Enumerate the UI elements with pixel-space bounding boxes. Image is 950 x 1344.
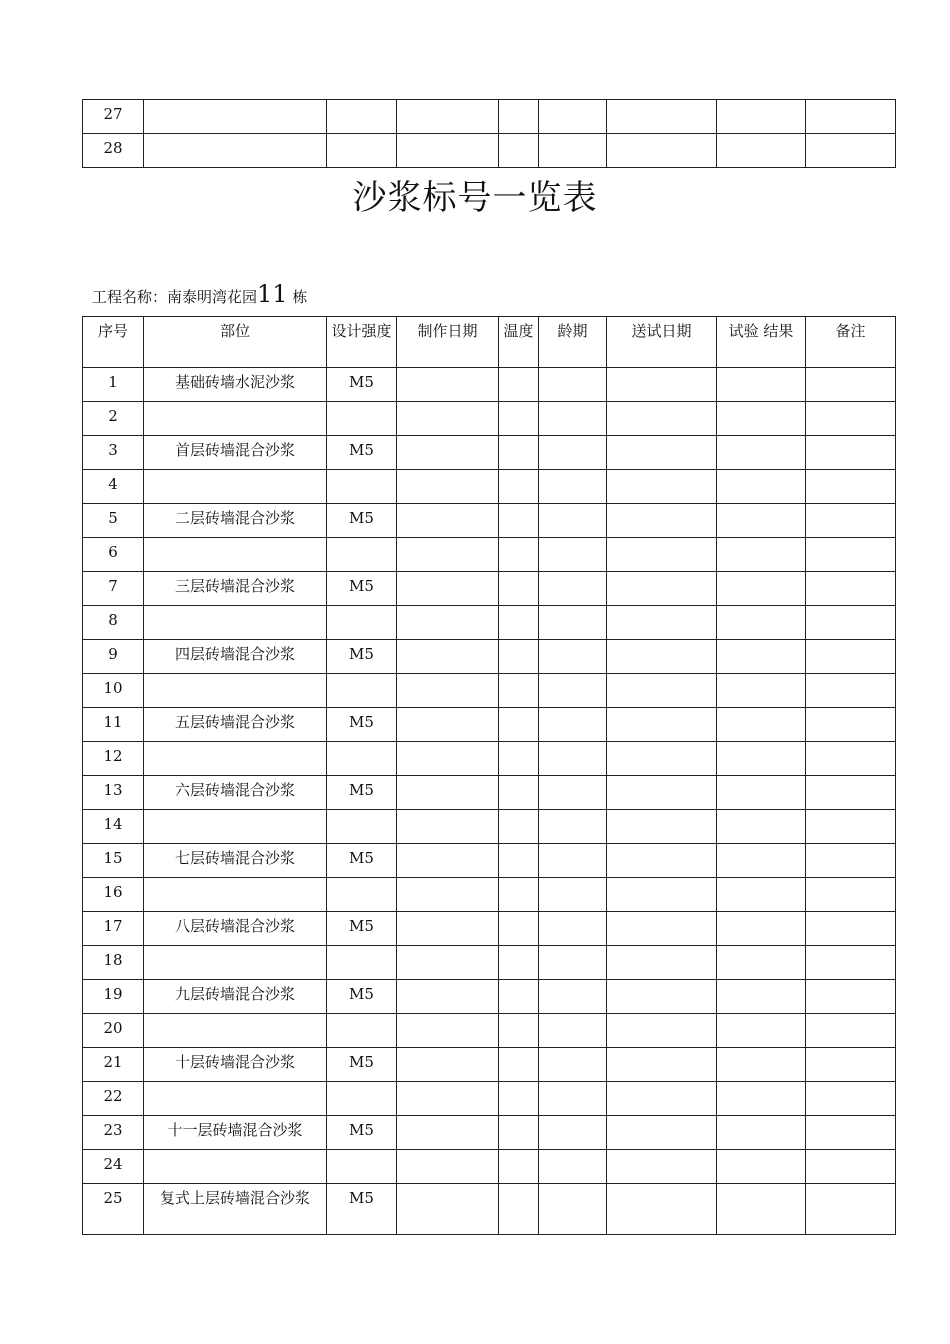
table-row — [83, 1082, 896, 1116]
row-design-strength: M5 — [327, 640, 397, 674]
empty-cell — [144, 134, 327, 168]
empty-cell — [397, 572, 499, 606]
row-design-strength — [327, 470, 397, 504]
row-part: 九层砖墙混合沙浆 — [144, 980, 327, 1014]
table-row — [83, 1048, 896, 1082]
empty-cell — [539, 946, 607, 980]
row-part — [144, 1150, 327, 1184]
row-number: 14 — [83, 810, 144, 844]
empty-cell — [499, 1082, 539, 1116]
empty-cell — [397, 844, 499, 878]
page-title: 沙浆标号一览表 — [352, 178, 598, 218]
table-row — [83, 504, 896, 538]
row-part: 二层砖墙混合沙浆 — [144, 504, 327, 538]
empty-cell — [539, 810, 607, 844]
row-design-strength — [327, 946, 397, 980]
empty-cell — [806, 1150, 896, 1184]
empty-cell — [397, 436, 499, 470]
row-number: 19 — [83, 980, 144, 1014]
empty-cell — [539, 980, 607, 1014]
table-row — [83, 436, 896, 470]
empty-cell — [806, 1014, 896, 1048]
table-row — [83, 1150, 896, 1184]
table-row — [83, 674, 896, 708]
row-part — [144, 470, 327, 504]
empty-cell — [717, 878, 806, 912]
row-number: 7 — [83, 572, 144, 606]
row-part — [144, 674, 327, 708]
table-row — [83, 606, 896, 640]
building-number: 11 — [257, 280, 288, 308]
row-design-strength: M5 — [327, 708, 397, 742]
table-row — [83, 810, 896, 844]
empty-cell — [397, 810, 499, 844]
row-design-strength — [327, 402, 397, 436]
row-part: 三层砖墙混合沙浆 — [144, 572, 327, 606]
empty-cell — [499, 912, 539, 946]
row-number: 23 — [83, 1116, 144, 1150]
empty-cell — [539, 878, 607, 912]
empty-cell — [717, 504, 806, 538]
row-number: 27 — [83, 100, 144, 134]
empty-cell — [717, 572, 806, 606]
empty-cell — [499, 436, 539, 470]
table-row — [83, 538, 896, 572]
empty-cell — [607, 980, 717, 1014]
empty-cell — [717, 368, 806, 402]
empty-cell — [397, 606, 499, 640]
project-label: 工程名称：南泰明湾花园 — [92, 288, 258, 306]
row-design-strength: M5 — [327, 1048, 397, 1082]
header-no: 序号 — [83, 317, 144, 368]
row-design-strength — [327, 674, 397, 708]
row-part — [144, 810, 327, 844]
empty-cell — [607, 368, 717, 402]
table-row — [83, 402, 896, 436]
empty-cell — [806, 100, 896, 134]
empty-cell — [397, 504, 499, 538]
empty-cell — [607, 538, 717, 572]
empty-cell — [539, 1184, 607, 1235]
empty-cell — [539, 708, 607, 742]
empty-cell — [806, 504, 896, 538]
empty-cell — [717, 538, 806, 572]
empty-cell — [806, 708, 896, 742]
empty-cell — [539, 470, 607, 504]
row-number: 20 — [83, 1014, 144, 1048]
row-number: 15 — [83, 844, 144, 878]
empty-cell — [607, 1184, 717, 1235]
row-part — [144, 538, 327, 572]
row-part — [144, 742, 327, 776]
empty-cell — [539, 572, 607, 606]
empty-cell — [806, 572, 896, 606]
header-design-strength: 设计强度 — [327, 317, 397, 368]
row-part: 复式上层砖墙混合沙浆 — [144, 1184, 327, 1235]
row-number: 11 — [83, 708, 144, 742]
empty-cell — [607, 134, 717, 168]
row-number: 13 — [83, 776, 144, 810]
empty-cell — [499, 640, 539, 674]
empty-cell — [717, 844, 806, 878]
row-design-strength: M5 — [327, 844, 397, 878]
empty-cell — [539, 368, 607, 402]
empty-cell — [539, 606, 607, 640]
row-design-strength: M5 — [327, 980, 397, 1014]
empty-cell — [806, 1184, 896, 1235]
empty-cell — [499, 1184, 539, 1235]
row-design-strength — [327, 742, 397, 776]
empty-cell — [806, 402, 896, 436]
row-design-strength: M5 — [327, 436, 397, 470]
row-part — [144, 606, 327, 640]
empty-cell — [539, 1048, 607, 1082]
empty-cell — [806, 742, 896, 776]
empty-cell — [539, 1082, 607, 1116]
empty-cell — [397, 674, 499, 708]
row-number: 1 — [83, 368, 144, 402]
table-row — [83, 1116, 896, 1150]
empty-cell — [539, 1116, 607, 1150]
row-number: 4 — [83, 470, 144, 504]
empty-cell — [539, 402, 607, 436]
empty-cell — [607, 470, 717, 504]
empty-cell — [397, 470, 499, 504]
empty-cell — [499, 1116, 539, 1150]
row-number: 2 — [83, 402, 144, 436]
empty-cell — [806, 368, 896, 402]
empty-cell — [607, 946, 717, 980]
empty-cell — [539, 134, 607, 168]
row-part — [144, 402, 327, 436]
empty-cell — [607, 1014, 717, 1048]
row-part: 八层砖墙混合沙浆 — [144, 912, 327, 946]
empty-cell — [499, 504, 539, 538]
row-part — [144, 1014, 327, 1048]
empty-cell — [806, 436, 896, 470]
row-number: 25 — [83, 1184, 144, 1235]
empty-cell — [717, 946, 806, 980]
row-number: 16 — [83, 878, 144, 912]
row-number: 5 — [83, 504, 144, 538]
row-number: 18 — [83, 946, 144, 980]
empty-cell — [499, 844, 539, 878]
row-part: 十层砖墙混合沙浆 — [144, 1048, 327, 1082]
empty-cell — [806, 1048, 896, 1082]
empty-cell — [717, 674, 806, 708]
empty-cell — [717, 1014, 806, 1048]
empty-cell — [397, 708, 499, 742]
header-make-date: 制作日期 — [397, 317, 499, 368]
empty-cell — [397, 1116, 499, 1150]
row-number: 17 — [83, 912, 144, 946]
row-design-strength: M5 — [327, 912, 397, 946]
row-number: 3 — [83, 436, 144, 470]
mortar-grade-table — [82, 316, 896, 1235]
row-number: 8 — [83, 606, 144, 640]
empty-cell — [607, 606, 717, 640]
empty-cell — [607, 436, 717, 470]
table-row — [83, 640, 896, 674]
empty-cell — [806, 134, 896, 168]
empty-cell — [499, 946, 539, 980]
empty-cell — [499, 742, 539, 776]
empty-cell — [539, 844, 607, 878]
empty-cell — [607, 1150, 717, 1184]
empty-cell — [806, 1116, 896, 1150]
empty-cell — [397, 1048, 499, 1082]
empty-cell — [397, 980, 499, 1014]
row-design-strength — [327, 1014, 397, 1048]
empty-cell — [717, 1082, 806, 1116]
empty-cell — [717, 776, 806, 810]
table-row — [83, 878, 896, 912]
empty-cell — [539, 1014, 607, 1048]
empty-cell — [607, 844, 717, 878]
row-part: 七层砖墙混合沙浆 — [144, 844, 327, 878]
row-part: 基础砖墙水泥沙浆 — [144, 368, 327, 402]
row-part: 首层砖墙混合沙浆 — [144, 436, 327, 470]
empty-cell — [607, 776, 717, 810]
row-design-strength — [327, 878, 397, 912]
row-part — [144, 1082, 327, 1116]
empty-cell — [397, 878, 499, 912]
empty-cell — [499, 674, 539, 708]
row-part — [144, 946, 327, 980]
row-design-strength: M5 — [327, 572, 397, 606]
empty-cell — [717, 708, 806, 742]
empty-cell — [539, 776, 607, 810]
table-row — [83, 742, 896, 776]
empty-cell — [397, 742, 499, 776]
empty-cell — [539, 912, 607, 946]
empty-cell — [499, 1150, 539, 1184]
empty-cell — [327, 100, 397, 134]
empty-cell — [397, 100, 499, 134]
empty-cell — [499, 368, 539, 402]
empty-cell — [499, 980, 539, 1014]
empty-cell — [539, 100, 607, 134]
table-row — [83, 470, 896, 504]
empty-cell — [717, 100, 806, 134]
empty-cell — [806, 878, 896, 912]
empty-cell — [397, 134, 499, 168]
row-number: 12 — [83, 742, 144, 776]
empty-cell — [607, 100, 717, 134]
table-row — [83, 776, 896, 810]
empty-cell — [397, 1184, 499, 1235]
empty-cell — [397, 538, 499, 572]
empty-cell — [499, 134, 539, 168]
empty-cell — [499, 810, 539, 844]
empty-cell — [717, 640, 806, 674]
empty-cell — [607, 402, 717, 436]
empty-cell — [499, 776, 539, 810]
row-number: 22 — [83, 1082, 144, 1116]
empty-cell — [717, 1150, 806, 1184]
row-part — [144, 878, 327, 912]
empty-cell — [397, 402, 499, 436]
row-number: 28 — [83, 134, 144, 168]
empty-cell — [717, 980, 806, 1014]
table-row — [83, 1184, 896, 1235]
empty-cell — [397, 946, 499, 980]
empty-cell — [607, 878, 717, 912]
row-design-strength — [327, 1082, 397, 1116]
empty-cell — [539, 538, 607, 572]
empty-cell — [806, 810, 896, 844]
table-row — [83, 368, 896, 402]
empty-cell — [607, 912, 717, 946]
empty-cell — [717, 470, 806, 504]
header-send-date: 送试日期 — [607, 317, 717, 368]
row-design-strength: M5 — [327, 1184, 397, 1235]
table-row — [83, 708, 896, 742]
empty-cell — [806, 776, 896, 810]
empty-cell — [499, 402, 539, 436]
empty-cell — [499, 100, 539, 134]
empty-cell — [607, 708, 717, 742]
empty-cell — [607, 674, 717, 708]
empty-cell — [806, 538, 896, 572]
row-design-strength: M5 — [327, 1116, 397, 1150]
empty-cell — [717, 134, 806, 168]
empty-cell — [397, 640, 499, 674]
empty-cell — [499, 1014, 539, 1048]
empty-cell — [144, 100, 327, 134]
table-row — [83, 912, 896, 946]
row-number: 10 — [83, 674, 144, 708]
empty-cell — [499, 708, 539, 742]
header-test-result: 试验 结果 — [717, 317, 806, 368]
empty-cell — [607, 742, 717, 776]
empty-cell — [499, 878, 539, 912]
empty-cell — [806, 946, 896, 980]
header-temperature: 温度 — [499, 317, 539, 368]
table-row — [83, 100, 896, 134]
empty-cell — [397, 1150, 499, 1184]
row-design-strength: M5 — [327, 504, 397, 538]
row-part: 六层砖墙混合沙浆 — [144, 776, 327, 810]
empty-cell — [539, 674, 607, 708]
empty-cell — [717, 742, 806, 776]
row-design-strength: M5 — [327, 776, 397, 810]
row-number: 24 — [83, 1150, 144, 1184]
empty-cell — [499, 572, 539, 606]
empty-cell — [539, 640, 607, 674]
empty-cell — [607, 640, 717, 674]
empty-cell — [539, 436, 607, 470]
row-number: 6 — [83, 538, 144, 572]
empty-cell — [397, 912, 499, 946]
empty-cell — [717, 1048, 806, 1082]
row-part: 五层砖墙混合沙浆 — [144, 708, 327, 742]
header-age: 龄期 — [539, 317, 607, 368]
project-name — [92, 280, 307, 308]
empty-cell — [539, 1150, 607, 1184]
empty-cell — [806, 470, 896, 504]
table-row — [83, 946, 896, 980]
header-remarks: 备注 — [806, 317, 896, 368]
empty-cell — [806, 980, 896, 1014]
empty-cell — [717, 912, 806, 946]
empty-cell — [499, 606, 539, 640]
empty-cell — [717, 1184, 806, 1235]
empty-cell — [397, 1082, 499, 1116]
table-row — [83, 980, 896, 1014]
empty-cell — [607, 504, 717, 538]
table-header-row — [83, 317, 896, 368]
row-design-strength — [327, 1150, 397, 1184]
row-design-strength — [327, 810, 397, 844]
table-row — [83, 572, 896, 606]
table-row — [83, 134, 896, 168]
empty-cell — [499, 1048, 539, 1082]
row-part: 十一层砖墙混合沙浆 — [144, 1116, 327, 1150]
empty-cell — [607, 572, 717, 606]
row-design-strength — [327, 606, 397, 640]
empty-cell — [717, 810, 806, 844]
empty-cell — [607, 1082, 717, 1116]
row-number: 9 — [83, 640, 144, 674]
empty-cell — [806, 640, 896, 674]
empty-cell — [607, 1116, 717, 1150]
row-design-strength: M5 — [327, 368, 397, 402]
building-suffix: 栋 — [292, 288, 308, 306]
empty-cell — [717, 402, 806, 436]
table-row — [83, 1014, 896, 1048]
empty-cell — [806, 844, 896, 878]
empty-cell — [717, 1116, 806, 1150]
empty-cell — [397, 1014, 499, 1048]
continued-table — [82, 99, 896, 168]
empty-cell — [539, 504, 607, 538]
empty-cell — [806, 674, 896, 708]
empty-cell — [717, 606, 806, 640]
empty-cell — [499, 538, 539, 572]
empty-cell — [397, 368, 499, 402]
empty-cell — [499, 470, 539, 504]
empty-cell — [806, 1082, 896, 1116]
row-part: 四层砖墙混合沙浆 — [144, 640, 327, 674]
empty-cell — [327, 134, 397, 168]
empty-cell — [806, 606, 896, 640]
row-number: 21 — [83, 1048, 144, 1082]
empty-cell — [397, 776, 499, 810]
empty-cell — [607, 1048, 717, 1082]
header-part: 部位 — [144, 317, 327, 368]
empty-cell — [806, 912, 896, 946]
empty-cell — [607, 810, 717, 844]
table-row — [83, 844, 896, 878]
empty-cell — [717, 436, 806, 470]
row-design-strength — [327, 538, 397, 572]
empty-cell — [539, 742, 607, 776]
